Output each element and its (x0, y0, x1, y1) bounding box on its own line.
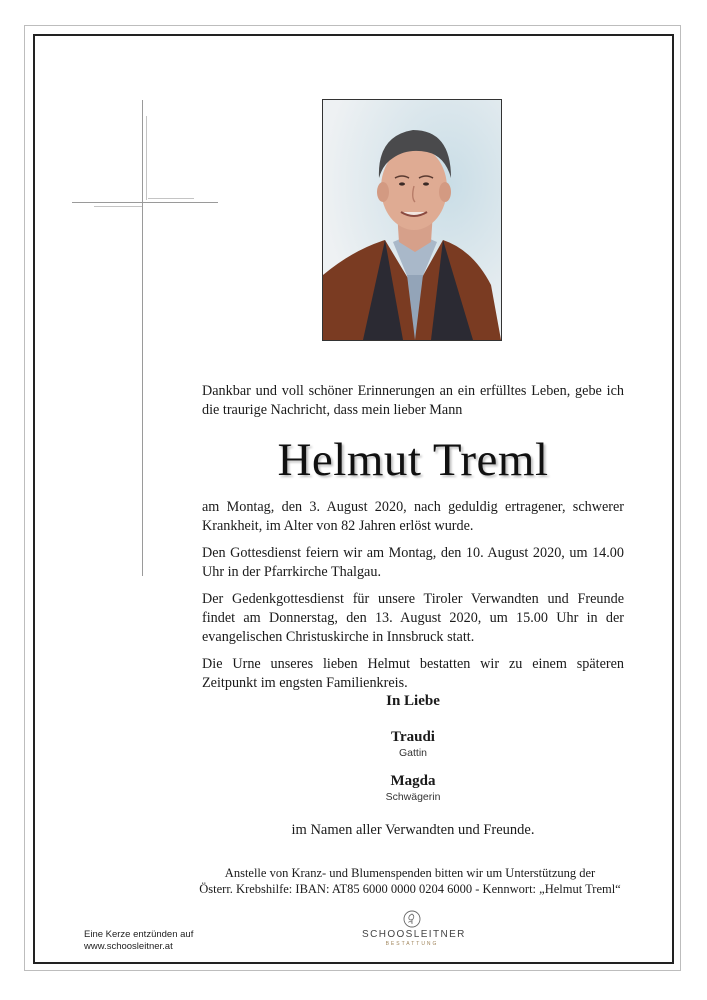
announcement-body (202, 498, 624, 701)
paragraph-service: Den Gottesdienst feiern wir am Montag, den 10. August 2020, um 14.00 Uhr in der Pfarrkirche Thalgau. (202, 545, 624, 580)
mourner-role: Schwägerin (385, 791, 441, 803)
cross-icon (70, 98, 220, 578)
mourner-entry (202, 729, 624, 759)
paragraph-memorial: Der Gedenkgottesdienst für unsere Tiroler Verwandten und Freunde findet am Donnerstag, den 13. August 2020, um 15.00 Uhr in der evangelischen Christuskirche in Innsbruck statt. (202, 591, 624, 645)
candle-link-label: Eine Kerze entzünden auf (84, 929, 194, 940)
donation-line: Österr. Krebshilfe: IBAN: AT85 6000 0000 0204 6000 - Kennwort: „Helmut Treml“ (199, 882, 621, 896)
paragraph-urn: Die Urne unseres lieben Helmut bestatten wir zu einem späteren Zeitpunkt im engsten Familienkreis. (202, 656, 624, 691)
signoff-text: In Liebe (386, 693, 440, 709)
mourner-role: Gattin (398, 747, 427, 759)
mourner-name: Traudi (391, 729, 435, 745)
portrait-photo (322, 99, 502, 341)
logo-name: SCHOOSLEITNER (362, 929, 466, 940)
closing-text: im Namen aller Verwandten und Freunde. (291, 822, 535, 838)
logo-subtitle: BESTATTUNG (385, 941, 439, 947)
donation-notice (130, 865, 690, 897)
candle-link[interactable] (84, 929, 193, 953)
intro-text: Dankbar und voll schöner Erinnerungen an ein erfülltes Leben, gebe ich die traurige Nachricht, dass mein lieber Mann (202, 383, 624, 418)
candle-link-url[interactable]: www.schoosleitner.at (84, 941, 173, 952)
mourner-name: Magda (390, 773, 436, 789)
paragraph-passing: am Montag, den 3. August 2020, nach geduldig ertragener, schwerer Krankheit, im Alter von 82 Jahren erlöst wurde. (202, 499, 624, 534)
donation-line: Anstelle von Kranz- und Blumenspenden bitten wir um Unterstützung der (224, 866, 596, 880)
mourner-entry (202, 773, 624, 803)
rose-logo-icon (403, 910, 421, 928)
deceased-name: Helmut Treml (277, 434, 549, 486)
funeral-home-logo (362, 910, 466, 947)
